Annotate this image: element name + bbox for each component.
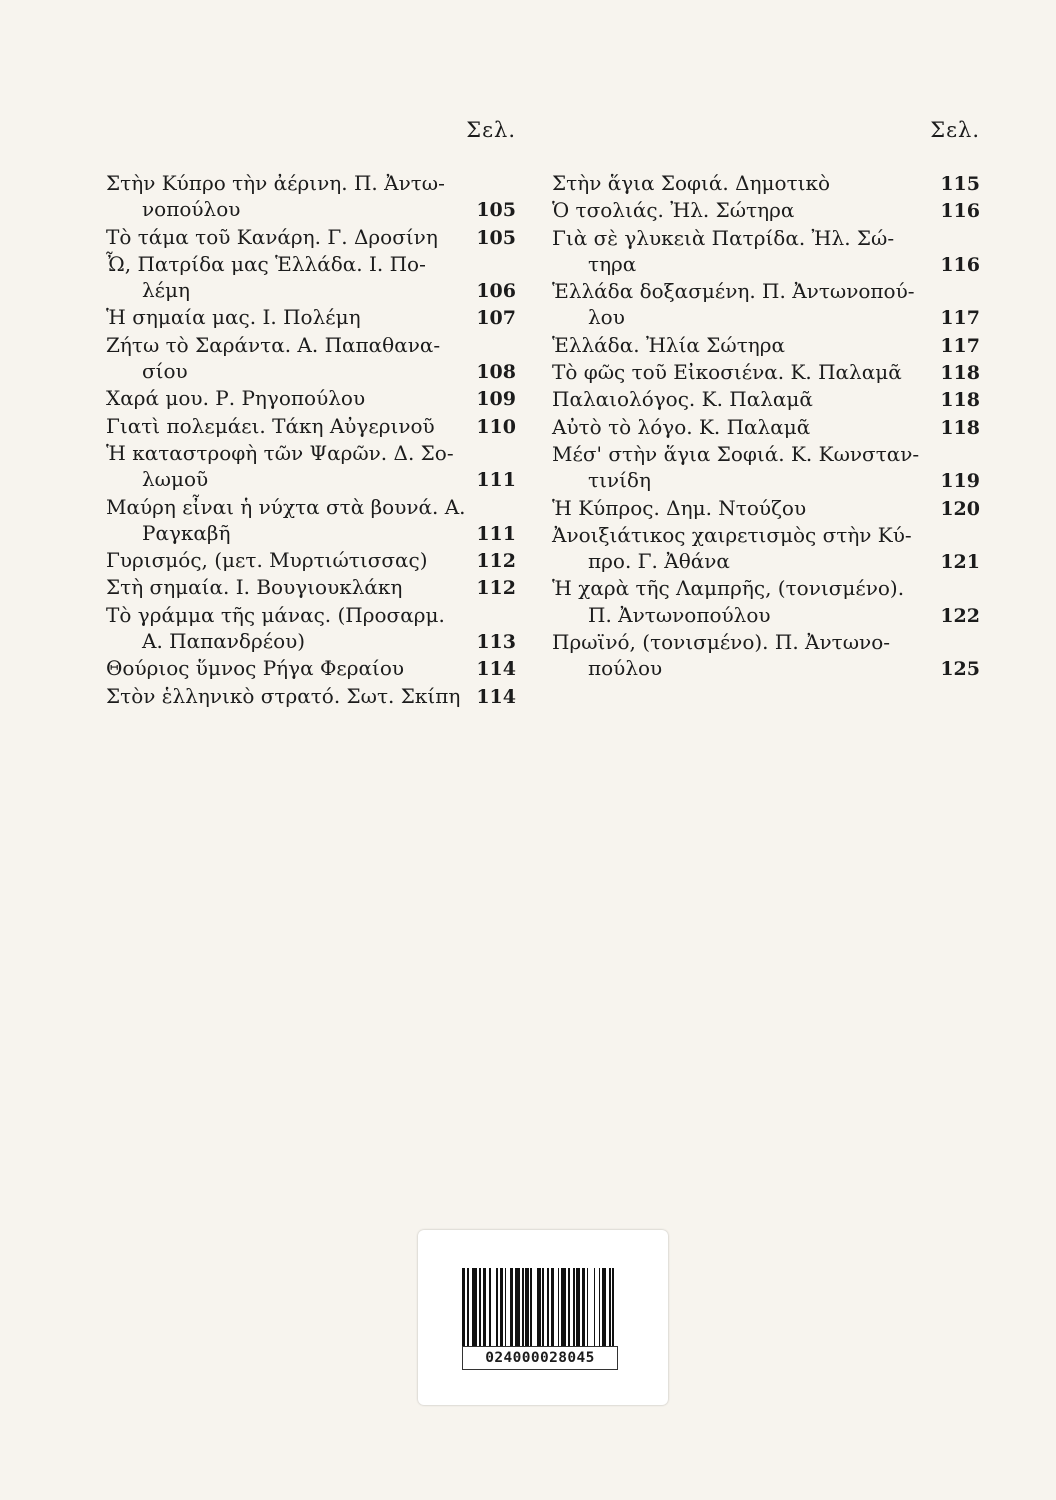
toc-entry-line: [552, 441, 980, 467]
toc-entry-line: [106, 196, 516, 223]
toc-entry-page-number: 112: [476, 577, 516, 600]
toc-entry-line: [106, 251, 516, 277]
toc-entry-page-number: 112: [476, 550, 516, 573]
toc-entry-line: [106, 628, 516, 655]
toc-entry-line: [106, 494, 516, 520]
toc-entry-title: Τὸ τάμα τοῦ Κανάρη. Γ. Δροσίνη: [106, 224, 438, 249]
toc-entry-page-number: 125: [940, 658, 980, 681]
toc-entry-title: Ἀνοιξιάτικος χαιρετισμὸς στὴν Κύ-: [552, 522, 912, 547]
toc-entry-line: [552, 332, 980, 359]
toc-entry: [552, 629, 980, 683]
toc-entry-title: Ἡ καταστροφὴ τῶν Ψαρῶν. Δ. Σο-: [106, 440, 454, 465]
toc-entry-title: σίου: [142, 359, 188, 384]
page-column-header: Σελ.: [930, 118, 980, 142]
toc-entry-title: λου: [588, 305, 625, 330]
toc-entry: [106, 602, 516, 656]
toc-entry-line: [106, 520, 516, 547]
toc-entry-title: Παλαιολόγος. Κ. Παλαμᾶ: [552, 387, 813, 412]
toc-entry-page-number: 111: [476, 522, 516, 545]
toc-entry-title: Ἡ Κύπρος. Δημ. Ντούζου: [552, 495, 807, 520]
toc-entries-left: [106, 170, 516, 710]
toc-entry-title: λωμοῦ: [142, 467, 209, 492]
toc-entry: [106, 440, 516, 494]
toc-entries-right: [552, 170, 980, 683]
toc-entry: [106, 170, 516, 224]
toc-entry: [106, 224, 516, 251]
toc-entry-title: Γιατὶ πολεμάει. Τάκη Αὐγερινοῦ: [106, 413, 435, 438]
toc-entry-line: [106, 413, 516, 440]
toc-entry-page-number: 122: [940, 604, 980, 627]
toc-entry-page-number: 105: [476, 226, 516, 249]
toc-entry: [106, 547, 516, 574]
toc-entry-line: [552, 495, 980, 522]
toc-entry-line: [106, 385, 516, 412]
toc-entry-page-number: 108: [476, 361, 516, 384]
toc-entry-title: Ὦ, Πατρίδα μας Ἑλλάδα. Ι. Πο-: [106, 251, 426, 276]
toc-entry-title: Στὴν Κύπρο τὴν ἀέρινη. Π. Ἀντω-: [106, 171, 445, 195]
toc-entry-page-number: 121: [940, 551, 980, 574]
toc-entry-page-number: 110: [476, 415, 516, 438]
toc-entry-title: Τὸ γράμμα τῆς μάνας. (Προσαρμ.: [106, 602, 445, 627]
toc-entry-title: Χαρά μου. Ρ. Ρηγοπούλου: [106, 386, 366, 411]
toc-entry-title: Πρωϊνό, (τονισμένο). Π. Ἀντωνο-: [552, 630, 890, 655]
barcode-number: 024000028045: [462, 1346, 618, 1370]
toc-entry-title: Τὸ φῶς τοῦ Εἰκοσιένα. Κ. Παλαμᾶ: [552, 360, 902, 385]
toc-entry-line: [106, 440, 516, 466]
toc-entry-line: [552, 575, 980, 601]
toc-entry: [552, 170, 980, 197]
toc-entry: [552, 386, 980, 413]
toc-entry: [106, 574, 516, 601]
toc-entry: [552, 225, 980, 279]
toc-entry-page-number: 107: [476, 307, 516, 330]
toc-entry-page-number: 114: [476, 658, 516, 681]
toc-entry-page-number: 109: [476, 388, 516, 411]
toc-entry-line: [106, 170, 516, 196]
toc-entry-page-number: 105: [476, 199, 516, 222]
toc-entry-line: [106, 224, 516, 251]
toc-entry-title: Ἑλλάδα. Ἠλία Σώτηρα: [552, 332, 786, 357]
toc-entry-page-number: 106: [476, 280, 516, 303]
toc-entry-line: [552, 548, 980, 575]
toc-entry: [106, 304, 516, 331]
toc-entry: [552, 522, 980, 576]
toc-entry-line: [552, 225, 980, 251]
toc-entry-line: [106, 277, 516, 304]
toc-entry-page-number: 120: [940, 497, 980, 520]
toc-entry: [552, 414, 980, 441]
toc-entry: [106, 413, 516, 440]
toc-entry-title: Ὁ τσολιάς. Ἠλ. Σώτηρα: [552, 198, 795, 223]
toc-entry-line: [552, 304, 980, 331]
toc-entry-line: [552, 655, 980, 682]
toc-entry-page-number: 118: [940, 416, 980, 439]
toc-entry-title: προ. Γ. Ἀθάνα: [588, 549, 730, 574]
toc-entry-title: πούλου: [588, 656, 663, 681]
page-column-header: Σελ.: [466, 118, 516, 142]
toc-entry-title: Π. Ἀντωνοπούλου: [588, 602, 771, 627]
toc-entry-line: [552, 629, 980, 655]
toc-entry: [552, 575, 980, 629]
toc-entry: [106, 683, 516, 710]
library-barcode-label: [418, 1230, 668, 1405]
toc-entry-line: [106, 602, 516, 628]
toc-entry: [552, 332, 980, 359]
toc-entry-line: [552, 602, 980, 629]
toc-entry-line: [552, 197, 980, 224]
toc-entry-title: λέμη: [142, 278, 191, 303]
toc-entry-page-number: 113: [476, 631, 516, 654]
toc-entry-title: τινίδη: [588, 468, 651, 493]
toc-entry-line: [552, 278, 980, 304]
toc-entry: [552, 197, 980, 224]
toc-entry-page-number: 117: [940, 334, 980, 357]
toc-entry-line: [552, 414, 980, 441]
toc-entry-line: [106, 683, 516, 710]
toc-entry-title: Ζήτω τὸ Σαράντα. Α. Παπαθανα-: [106, 332, 441, 357]
toc-entry-title: νοπούλου: [142, 197, 241, 222]
toc-entry-line: [552, 522, 980, 548]
toc-entry-line: [106, 358, 516, 385]
toc-entry-page-number: 116: [940, 200, 980, 223]
toc-entry-line: [552, 386, 980, 413]
toc-entry-title: Ἡ σημαία μας. Ι. Πολέμη: [106, 305, 361, 330]
toc-entry-title: Αὐτὸ τὸ λόγο. Κ. Παλαμᾶ: [552, 414, 811, 439]
toc-entry: [552, 359, 980, 386]
toc-entry-page-number: 115: [940, 173, 980, 195]
toc-entry-page-number: 118: [940, 389, 980, 412]
toc-entry-title: Θούριος ὕμνος Ρήγα Φεραίου: [106, 656, 405, 681]
toc-entry: [106, 251, 516, 305]
toc-entry-line: [106, 574, 516, 601]
toc-entry-line: [106, 304, 516, 331]
toc-entry: [552, 495, 980, 522]
toc-entry-page-number: 114: [476, 685, 516, 708]
toc-entry-page-number: 119: [940, 470, 980, 493]
toc-entry: [106, 494, 516, 548]
toc-entry-line: [552, 170, 980, 197]
toc-entry: [552, 278, 980, 332]
toc-entry-title: Στὸν ἑλληνικὸ στρατό. Σωτ. Σκίπη: [106, 683, 461, 708]
toc-entry-title: Ραγκαβῆ: [142, 520, 231, 545]
toc-entry-line: [552, 359, 980, 386]
toc-entry-title: Μέσ' στὴν ἅγια Σοφιά. Κ. Κωνσταν-: [552, 441, 920, 466]
toc-entry-line: [106, 547, 516, 574]
toc-entry-title: Γιὰ σὲ γλυκειὰ Πατρίδα. Ἠλ. Σώ-: [552, 225, 895, 250]
toc-entry-page-number: 118: [940, 362, 980, 385]
toc-entry-line: [552, 467, 980, 494]
toc-entry-title: τηρα: [588, 251, 637, 276]
toc-entry: [552, 441, 980, 495]
toc-entry: [106, 332, 516, 386]
toc-entry-title: Ἑλλάδα δοξασμένη. Π. Ἀντωνοπού-: [552, 279, 915, 304]
toc-entry-title: Μαύρη εἶναι ἡ νύχτα στὰ βουνά. Α.: [106, 494, 466, 519]
toc-entry-page-number: 117: [940, 307, 980, 330]
toc-entry-title: Α. Παπανδρέου): [142, 629, 306, 654]
toc-entry-line: [106, 655, 516, 682]
toc-entry-line: [552, 251, 980, 278]
toc-entry-line: [106, 332, 516, 358]
toc-entry-line: [106, 466, 516, 493]
toc-entry-page-number: 111: [476, 469, 516, 492]
toc-entry-title: Στὴ σημαία. Ι. Βουγιουκλάκη: [106, 575, 403, 600]
toc-entry: [106, 655, 516, 682]
toc-entry-title: Ἡ χαρὰ τῆς Λαμπρῆς, (τονισμένο).: [552, 576, 905, 601]
toc-entry-title: Γυρισμός, (μετ. Μυρτιώτισσας): [106, 548, 428, 573]
toc-entry-title: Στὴν ἅγια Σοφιά. Δημοτικὸ: [552, 171, 831, 195]
toc-entry-page-number: 116: [940, 253, 980, 276]
toc-entry: [106, 385, 516, 412]
